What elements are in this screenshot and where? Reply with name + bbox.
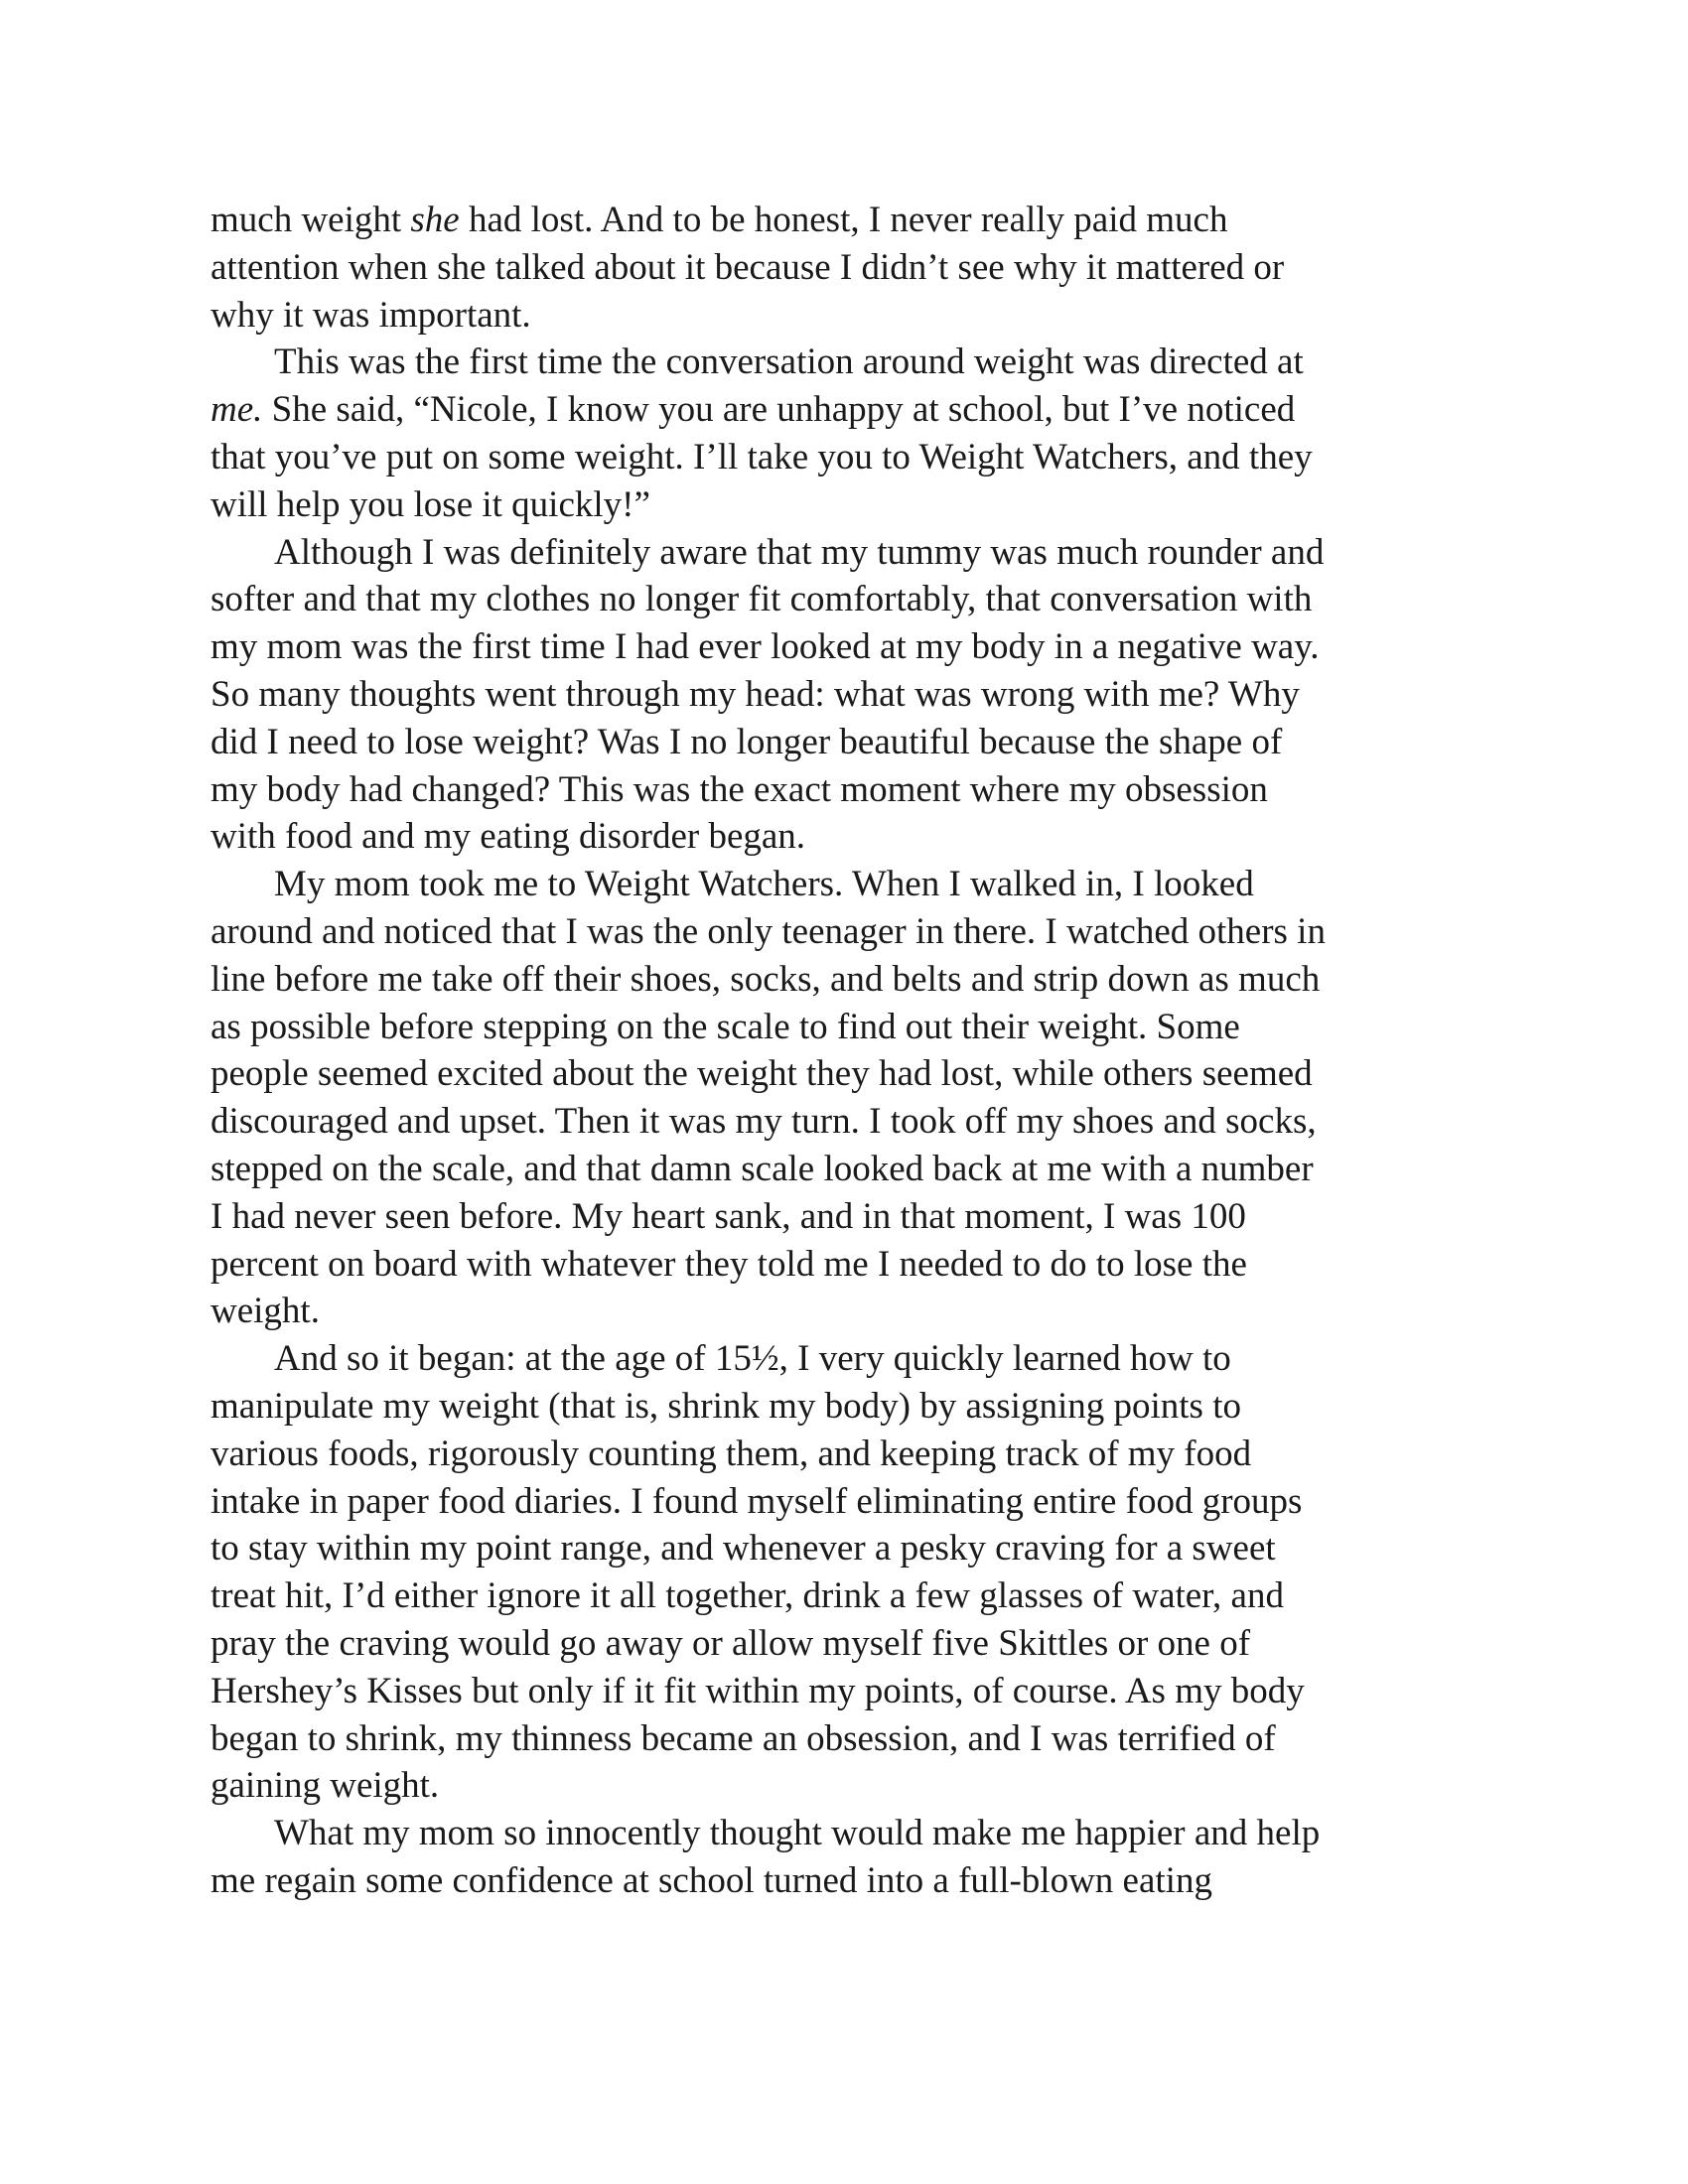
- paragraph-start: My mom took me to Weight Watchers. When I walked in, I looked: [274, 864, 1254, 905]
- text-line: I had never seen before. My heart sank, and in that moment, I was 100: [211, 1195, 1246, 1237]
- text-line: did I need to lose weight? Was I no longer beautiful because the shape of: [211, 721, 1283, 762]
- text-line: as possible before stepping on the scale to find out their weight. Some: [211, 1006, 1240, 1047]
- text-line: me. She said, “Nicole, I know you are unhappy at school, but I’ve noticed: [211, 389, 1296, 431]
- text-line: my body had changed? This was the exact moment where my obsession: [211, 768, 1268, 810]
- text-line: with food and my eating disorder began.: [211, 816, 806, 858]
- emphasis: me.: [211, 389, 263, 431]
- paragraph-start: And so it began: at the age of 15½, I very quickly learned how to: [274, 1338, 1231, 1380]
- text-line: attention when she talked about it because I didn’t see why it mattered or: [211, 246, 1285, 288]
- text-line: treat hit, I’d either ignore it all together, drink a few glasses of water, and: [211, 1575, 1284, 1617]
- text-line: will help you lose it quickly!”: [211, 483, 650, 525]
- text-line: So many thoughts went through my head: what was wrong with me? Why: [211, 673, 1300, 715]
- text-line: my mom was the first time I had ever looked at my body in a negative way.: [211, 626, 1320, 668]
- text-line: much weight she had lost. And to be honest, I never really paid much: [211, 200, 1228, 240]
- text-line: various foods, rigorously counting them, and keeping track of my food: [211, 1433, 1252, 1474]
- text-line: discouraged and upset. Then it was my turn. I took off my shoes and socks,: [211, 1101, 1317, 1143]
- text-line: why it was important.: [211, 294, 531, 336]
- text-line: to stay within my point range, and whenever a pesky craving for a sweet: [211, 1528, 1276, 1570]
- text-line: that you’ve put on some weight. I’ll take you to Weight Watchers, and they: [211, 436, 1313, 478]
- text-line: percent on board with whatever they told me I needed to do to lose the: [211, 1243, 1247, 1285]
- paragraph-start: This was the first time the conversation around weight was directed at: [274, 341, 1304, 383]
- text-line: people seemed excited about the weight they had lost, while others seemed: [211, 1053, 1313, 1095]
- text-line: Hershey’s Kisses but only if it fit within my points, of course. As my body: [211, 1670, 1305, 1711]
- text-line: around and noticed that I was the only teenager in there. I watched others in: [211, 910, 1326, 952]
- text-line: softer and that my clothes no longer fit comfortably, that conversation with: [211, 579, 1313, 620]
- paragraph-start: Although I was definitely aware that my tummy was much rounder and: [274, 531, 1325, 573]
- text-line: stepped on the scale, and that damn scale looked back at me with a number: [211, 1148, 1314, 1189]
- text-line: pray the craving would go away or allow myself five Skittles or one of: [211, 1622, 1251, 1664]
- paragraph-start: What my mom so innocently thought would make me happier and help: [274, 1813, 1321, 1854]
- text-line: line before me take off their shoes, socks, and belts and strip down as much: [211, 958, 1321, 1000]
- text-line: intake in paper food diaries. I found myself eliminating entire food groups: [211, 1480, 1303, 1522]
- text-line: manipulate my weight (that is, shrink my body) by assigning points to: [211, 1385, 1241, 1427]
- text-line: gaining weight.: [211, 1765, 440, 1807]
- text-line: me regain some confidence at school turned into a full-blown eating: [211, 1859, 1212, 1901]
- body-text: [211, 197, 1501, 1905]
- text-line: weight.: [211, 1291, 320, 1332]
- text-line: began to shrink, my thinness became an obsession, and I was terrified of: [211, 1717, 1276, 1759]
- emphasis: she: [410, 200, 460, 240]
